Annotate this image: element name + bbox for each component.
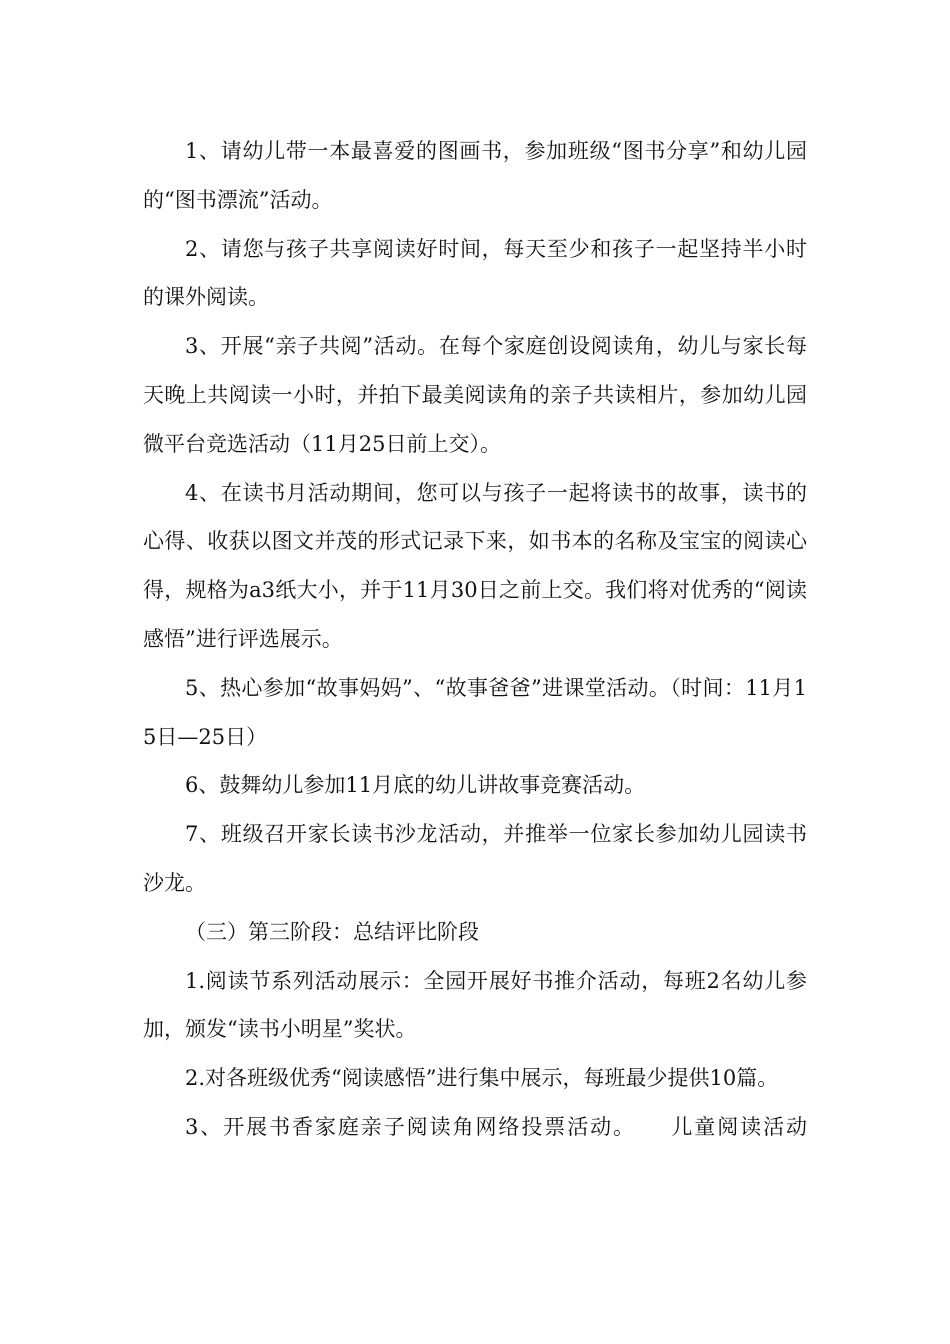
paragraph-3: 3、开展“亲子共阅”活动。在每个家庭创设阅读角，幼儿与家长每天晚上共阅读一小时，并拍下最美阅读角的亲子共读相片，参加幼儿园微平台竞选活动（11月25日前上交）。 <box>143 334 807 456</box>
document-body <box>143 127 807 1152</box>
paragraph-6: 6、鼓舞幼儿参加11月底的幼儿讲故事竞赛活动。 <box>185 773 646 798</box>
paragraph-5: 5、热心参加“故事妈妈”、“故事爸爸”进课堂活动。（时间：11月15日—25日） <box>143 675 807 749</box>
paragraph-1: 1、请幼儿带一本最喜爱的图画书，参加班级“图书分享”和幼儿园的“图书漂流”活动。 <box>143 139 807 212</box>
paragraph-2: 2、请您与孩子共享阅读好时间，每天至少和孩子一起坚持半小时的课外阅读。 <box>143 236 807 310</box>
paragraph-4: 4、在读书月活动期间，您可以与孩子一起将读书的故事，读书的心得、收获以图文并茂的形式记录下来，如书本的名称及宝宝的阅读心得，规格为a3纸大小，并于11月30日之前上交。我们将对优秀的“阅读感悟”进行评选展示。 <box>143 480 807 651</box>
paragraph-7: 7、班级召开家长读书沙龙活动，并推举一位家长参加幼儿园读书沙龙。 <box>143 822 807 895</box>
paragraph-8: 1.阅读节系列活动展示：全园开展好书推介活动，每班2名幼儿参加，颁发“读书小明星”奖状。 <box>143 968 807 1042</box>
paragraph-9: 2.对各班级优秀“阅读感悟”进行集中展示，每班最少提供10篇。 <box>185 1066 779 1091</box>
section-heading-stage-3: （三）第三阶段：总结评比阶段 <box>185 919 479 944</box>
paragraph-10: 3、开展书香家庭亲子阅读角网络投票活动。 儿童阅读活动 <box>185 1114 807 1139</box>
